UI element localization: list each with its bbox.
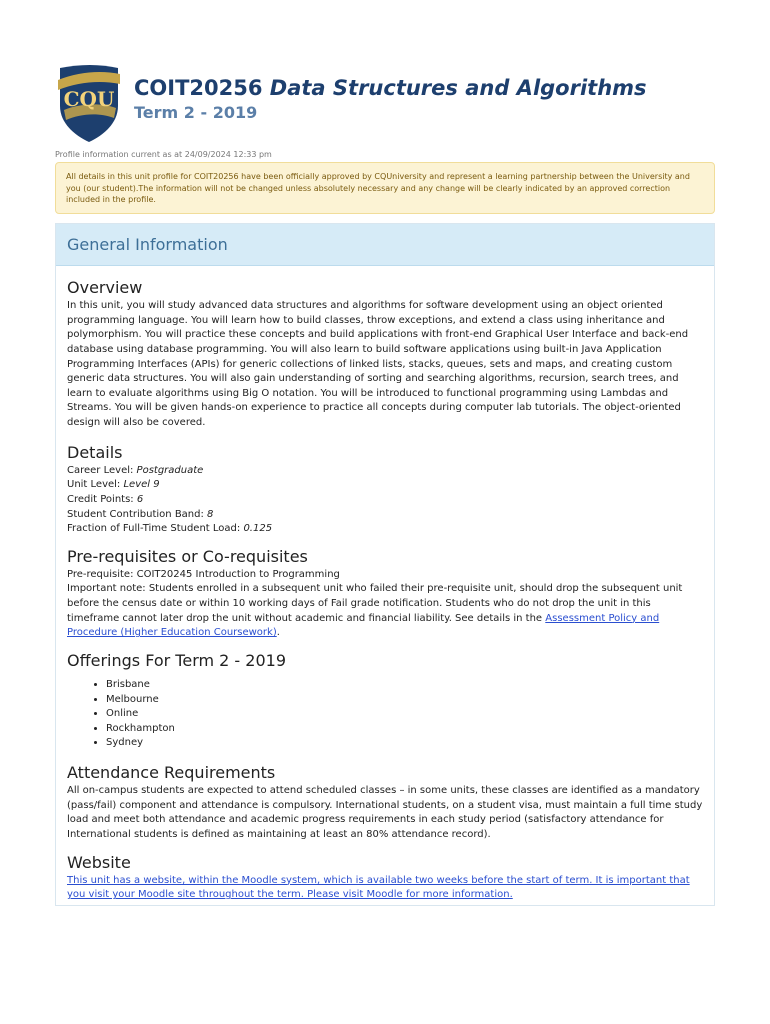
detail-value: Level 9 (123, 479, 160, 491)
prerequisites-section (67, 547, 703, 641)
detail-row (67, 464, 703, 479)
list-item: • Online (106, 707, 703, 722)
page-header (58, 62, 738, 147)
list-item: • Melbourne (106, 693, 703, 708)
attendance-section (67, 763, 703, 843)
website-section (67, 853, 703, 903)
assessment-policy-link[interactable]: Assessment Policy and Procedure (Higher Education Coursework) (67, 612, 660, 639)
overview-heading: Overview (67, 278, 143, 297)
detail-label: Student Contribution Band: (67, 508, 208, 520)
list-item: • Brisbane (106, 678, 703, 693)
prerequisite-note-end: . (276, 627, 280, 639)
card-body (56, 266, 714, 903)
offerings-heading: Offerings For Term 2 - 2019 (67, 650, 286, 670)
detail-row (67, 508, 703, 523)
detail-value: Postgraduate (136, 464, 204, 476)
detail-row (67, 522, 703, 537)
detail-value: 6 (136, 493, 144, 505)
general-information-card (55, 223, 715, 906)
unit-code: COIT20256 (134, 76, 263, 100)
detail-value: 0.125 (243, 523, 273, 535)
attendance-text: All on-campus students are expected to attend scheduled classes – in some units, these classes are identified as a mandatory (pass/fail) component and attendance is compulsory. International students, on a student visa, must maintain a full time study load and meet both attendance and academic progress requirements in each study period (satisfactory attendance for International students is defined as maintaining at least an 80% attendance record). (67, 785, 703, 840)
prerequisite-line: Pre-requisite: COIT20245 Introduction to Programming (67, 568, 340, 580)
detail-value: 8 (207, 508, 214, 520)
overview-text: In this unit, you will study advanced data structures and algorithms for software development using an object oriented programming language. You will learn how to build classes, throw exceptions, and extend a class using inheritance and polymorphism. You will practice these concepts and build applications with front-end Graphical User Interface and back-end database using database programming. You will also learn to build software applications using built-in Java Application Programming Interfaces (APIs) for generic collections of linked lists, stacks, queues, sets and maps, and creating custom generic data structures. You will also gain understanding of sorting and searching algorithms, recursion, search trees, and learn to evaluate algorithms using Big O notation. You will be introduced to functional programming using Lambdas and Streams. You will be given hands-on experience to practice all concepts during computer lab tutorials. The object-oriented design will also be covered. (67, 300, 689, 428)
page-title (134, 76, 647, 101)
detail-label: Career Level: (67, 464, 137, 476)
website-heading: Website (67, 852, 131, 872)
prerequisite-note-text: Important note: Students enrolled in a subsequent unit who failed their pre-requisite unit, should drop the subsequent unit before the census date or within 10 working days of Fail grade notification. Students who do not drop the unit in this timeframe cannot later drop the unit without academic and financial liability. See details in the (67, 583, 683, 624)
detail-label: Unit Level: (67, 479, 124, 491)
svg-text:CQU: CQU (63, 87, 115, 111)
detail-row (67, 478, 703, 493)
card-heading: General Information (56, 224, 714, 266)
offerings-list (67, 678, 703, 751)
term-label: Term 2 - 2019 (134, 103, 258, 123)
details-section (67, 443, 703, 537)
list-item: • Sydney (106, 736, 703, 751)
prerequisites-heading: Pre-requisites or Co-requisites (67, 546, 308, 566)
cqu-logo (58, 62, 120, 144)
detail-label: Credit Points: (67, 493, 137, 505)
list-item: • Rockhampton (106, 722, 703, 737)
offerings-section (67, 651, 703, 751)
prerequisite-note (67, 582, 703, 640)
attendance-heading: Attendance Requirements (67, 763, 276, 782)
details-heading: Details (67, 442, 123, 462)
unit-title: Data Structures and Algorithms (269, 76, 647, 100)
title-block (134, 76, 647, 122)
detail-row (67, 493, 703, 508)
detail-label: Fraction of Full-Time Student Load: (67, 523, 244, 535)
moodle-website-link[interactable]: This unit has a website, within the Moodle system, which is available two weeks before the start of term. It is important that you visit your Moodle site throughout the term. Please visit Moodle for more information. (67, 874, 690, 901)
approval-notice: All details in this unit profile for COIT20256 have been officially approved by CQUniversity and represent a learning partnership between the University and you (our student).The information will not be changed unless absolutely necessary and any change will be clearly indicated by an approved correction included in the profile. (55, 162, 715, 214)
profile-timestamp: Profile information current as at 24/09/2024 12:33 pm (55, 150, 272, 159)
website-text (67, 874, 703, 903)
overview-section (67, 278, 703, 431)
